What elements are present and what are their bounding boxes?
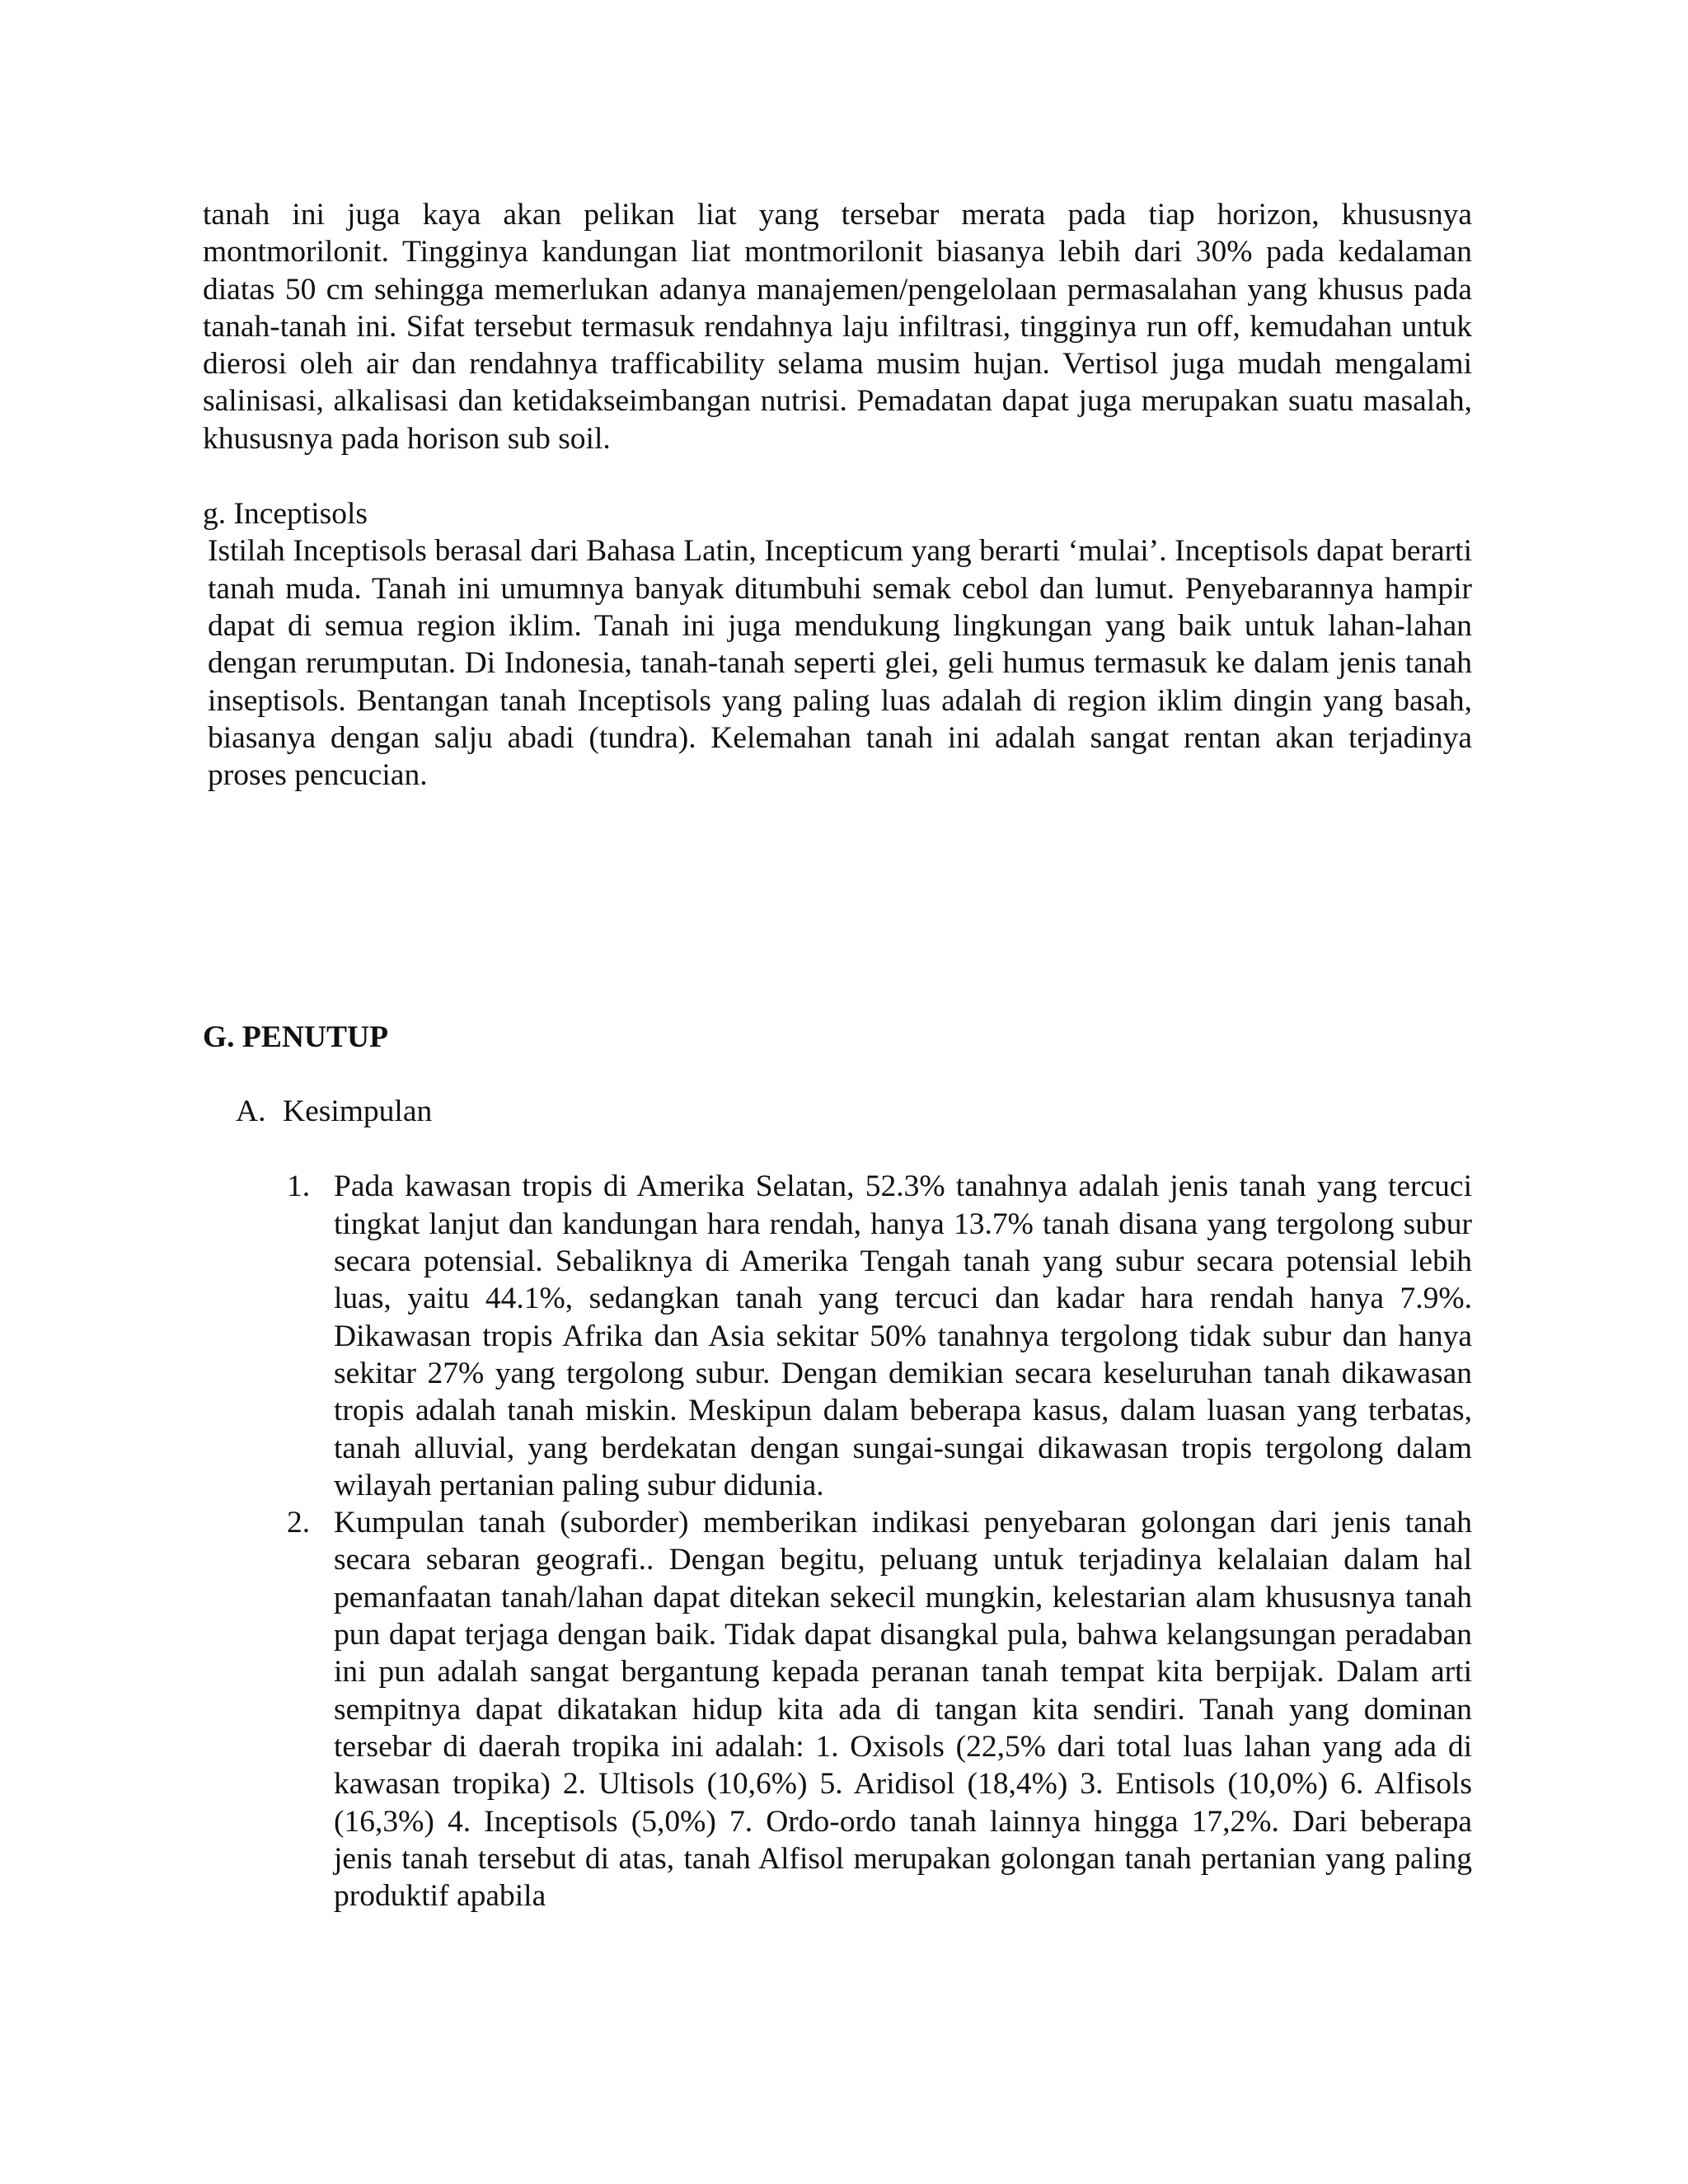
subsection-marker: A. <box>236 1094 266 1129</box>
list-item <box>203 1504 1472 1915</box>
conclusion-list <box>203 1168 1472 1915</box>
subsection-kesimpulan <box>236 1093 1472 1130</box>
list-item-number: 2. <box>287 1506 311 1540</box>
document-page <box>203 196 1472 1915</box>
list-item-text: Kumpulan tanah (suborder) memberikan indikasi penyebaran golongan dari jenis tanah secara sebaran geografi.. Dengan begitu, peluang untuk terjadinya kelalaian dalam hal pemanfaatan tanah/lahan dapat ditekan sekecil mungkin, kelestarian alam khususnya tanah pun dapat terjaga dengan baik. Tidak dapat disangkal pula, bahwa kelangsungan peradaban ini pun adalah sangat bergantung kepada peranan tanah tempat kita berpijak. Dalam arti sempitnya dapat dikatakan hidup kita ada di tangan kita sendiri. Tanah yang dominan tersebar di daerah tropika ini adalah: 1. Oxisols (22,5% dari total luas lahan yang ada di kawasan tropika) 2. Ultisols (10,6%) 5. Aridisol (18,4%) 3. Entisols (10,0%) 6. Alfisols (16,3%) 4. Inceptisols (5,0%) 7. Ordo-ordo tanah lainnya hingga 17,2%. Dari beberapa jenis tanah tersebut di atas, tanah Alfisol merupakan golongan tanah pertanian yang paling produktif apabila <box>334 1506 1472 1914</box>
subsection-title: Kesimpulan <box>283 1094 433 1129</box>
list-item-number: 1. <box>287 1169 311 1204</box>
inceptisols-heading: g. Inceptisols <box>203 497 368 532</box>
list-item-text: Pada kawasan tropis di Amerika Selatan, 52.3% tanahnya adalah jenis tanah yang tercuci tingkat lanjut dan kandungan hara rendah, hanya 13.7% tanah disana yang tergolong subur secara potensial. Sebaliknya di Amerika Tengah tanah yang subur secara potensial lebih luas, yaitu 44.1%, sedangkan tanah yang tercuci dan kadar hara rendah hanya 7.9%. Dikawasan tropis Afrika dan Asia sekitar 50% tanahnya tergolong tidak subur dan hanya sekitar 27% yang tergolong subur. Dengan demikian secara keseluruhan tanah dikawasan tropis adalah tanah miskin. Meskipun dalam beberapa kasus, dalam luasan yang terbatas, tanah alluvial, yang berdekatan dengan sungai-sungai dikawasan tropis tergolong dalam wilayah pertanian paling subur didunia. <box>334 1169 1472 1502</box>
section-heading-penutup: G. PENUTUP <box>203 1020 388 1055</box>
intro-paragraph: tanah ini juga kaya akan pelikan liat yang tersebar merata pada tiap horizon, khususnya montmorilonit. Tingginya kandungan liat montmorilonit biasanya lebih dari 30% pada kedalaman diatas 50 cm sehingga memerlukan adanya manajemen/pengelolaan permasalahan yang khusus pada tanah-tanah ini. Sifat tersebut termasuk rendahnya laju infiltrasi, tingginya run off, kemudahan untuk dierosi oleh air dan rendahnya trafficability selama musim hujan. Vertisol juga mudah mengalami salinisasi, alkalisasi dan ketidakseimbangan nutrisi. Pemadatan dapat juga merupakan suatu masalah, khususnya pada horison sub soil. <box>203 198 1472 456</box>
inceptisols-paragraph: Istilah Inceptisols berasal dari Bahasa Latin, Incepticum yang berarti ‘mulai’. Inceptisols dapat berarti tanah muda. Tanah ini umumnya banyak ditumbuhi semak cebol dan lumut. Penyebarannya hampir dapat di semua region iklim. Tanah ini juga mendukung lingkungan yang baik untuk lahan-lahan dengan rerumputan. Di Indonesia, tanah-tanah seperti glei, geli humus termasuk ke dalam jenis tanah inseptisols. Bentangan tanah Inceptisols yang paling luas adalah di region iklim dingin yang basah, biasanya dengan salju abadi (tundra). Kelemahan tanah ini adalah sangat rentan akan terjadinya proses pencucian. <box>208 534 1472 793</box>
list-item <box>203 1168 1472 1504</box>
